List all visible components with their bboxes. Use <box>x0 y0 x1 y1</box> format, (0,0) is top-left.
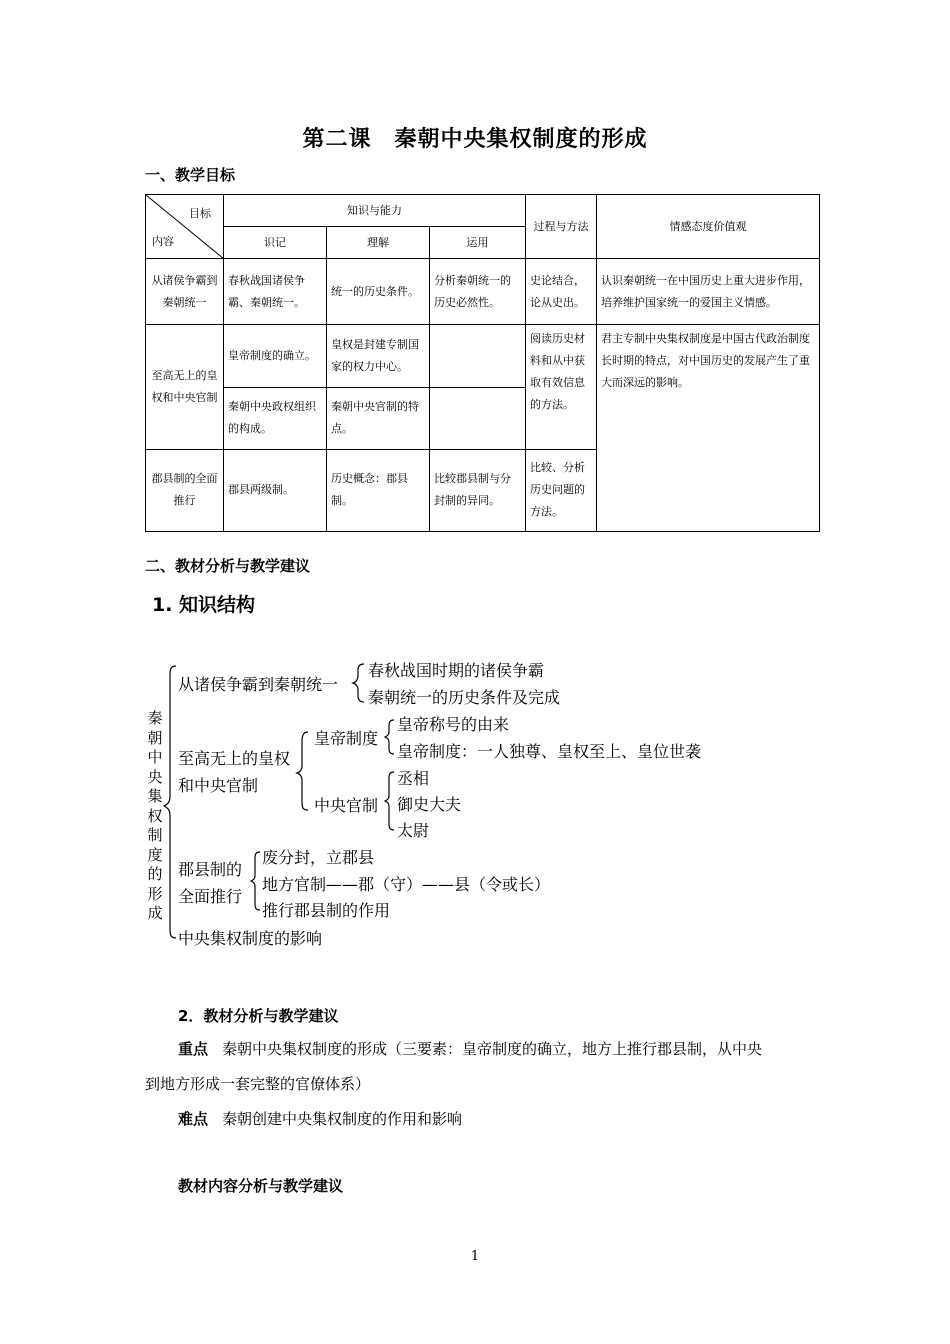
cell-memory: 秦朝中央政权组织的构成。 <box>224 387 327 449</box>
section-heading-objectives: 一、教学目标 <box>145 166 236 184</box>
header-memory: 识记 <box>224 227 327 259</box>
row-content: 郡县制的全面推行 <box>146 449 224 531</box>
tree-branch-1: 从诸侯争霸到秦朝统一 <box>178 675 339 694</box>
cell-understand: 历史概念：郡县制。 <box>327 449 430 531</box>
cell-process: 比较、分析历史问题的方法。 <box>526 449 597 531</box>
tree-leaf: 皇帝制度：一人独尊、皇权至上、皇位世袭 <box>397 742 702 761</box>
page-number: 1 <box>470 1249 480 1264</box>
section-heading-analysis: 二、教材分析与教学建议 <box>145 557 311 575</box>
tree-branch-2-line1: 至高无上的皇权 <box>178 749 291 768</box>
cell-understand: 统一的历史条件。 <box>327 259 430 325</box>
header-understand: 理解 <box>327 227 430 259</box>
tree-leaf: 地方官制——郡（守）——县（令或长） <box>262 875 551 894</box>
header-emotion: 情感态度价值观 <box>597 195 820 259</box>
difficulty-line <box>178 1108 462 1129</box>
tree-branch-3-line1: 郡县制的 <box>178 860 243 879</box>
tree-leaf: 太尉 <box>397 821 430 840</box>
key-point-line2: 到地方形成一套完整的官僚体系） <box>145 1075 371 1093</box>
header-content: 内容 <box>152 235 174 248</box>
tree-leaf: 秦朝统一的历史条件及完成 <box>368 688 561 707</box>
header-knowledge: 知识与能力 <box>224 195 526 227</box>
cell-understand: 秦朝中央官制的特点。 <box>327 387 430 449</box>
key-point-line1 <box>178 1038 762 1059</box>
header-process: 过程与方法 <box>526 195 597 259</box>
subsection-heading: 2．教材分析与教学建议 <box>178 1007 339 1025</box>
row-content: 从诸侯争霸到秦朝统一 <box>146 259 224 325</box>
cell-apply: 分析秦朝统一的历史必然性。 <box>430 259 526 325</box>
cell-apply: 比较郡县制与分封制的异同。 <box>430 449 526 531</box>
cell-memory: 春秋战国诸侯争霸、秦朝统一。 <box>224 259 327 325</box>
cell-memory: 郡县两级制。 <box>224 449 327 531</box>
tree-leaf: 废分封，立郡县 <box>262 848 375 867</box>
tree-branch-3-line2: 全面推行 <box>178 887 243 906</box>
tree-node-central-officials: 中央官制 <box>314 796 379 815</box>
cell-emotion: 认识秦朝统一在中国历史上重大进步作用，培养维护国家统一的爱国主义情感。 <box>597 259 820 325</box>
content-analysis-heading: 教材内容分析与教学建议 <box>178 1177 344 1195</box>
difficulty-text: 秦朝创建中央集权制度的作用和影响 <box>222 1110 463 1128</box>
key-point-text: 秦朝中央集权制度的形成（三要素：皇帝制度的确立，地方上推行郡县制，从中央 <box>222 1040 763 1058</box>
tree-node-emperor-system: 皇帝制度 <box>314 729 379 748</box>
cell-memory: 皇帝制度的确立。 <box>224 325 327 387</box>
tree-leaf: 推行郡县制的作用 <box>262 901 391 920</box>
cell-process: 阅读历史材料和从中获取有效信息的方法。 <box>526 325 597 449</box>
difficulty-label: 难点 <box>178 1110 209 1128</box>
cell-emotion: 君主专制中央集权制度是中国古代政治制度长时期的特点，对中国历史的发展产生了重大而深远的影响。 <box>597 325 820 532</box>
page-title: 第二课 秦朝中央集权制度的形成 <box>302 127 648 152</box>
tree-leaf: 御史大夫 <box>397 795 462 814</box>
tree-leaf: 皇帝称号的由来 <box>397 715 510 734</box>
row-content: 至高无上的皇权和中央官制 <box>146 325 224 449</box>
header-apply: 运用 <box>430 227 526 259</box>
tree-root: 秦朝中央集权制度的形成 <box>147 709 163 922</box>
header-goal: 目标 <box>189 207 211 220</box>
cell-process: 史论结合，论从史出。 <box>526 259 597 325</box>
knowledge-structure-heading: 1. 知识结构 <box>152 594 256 616</box>
tree-branch-4: 中央集权制度的影响 <box>178 929 323 948</box>
tree-branch-2-line2: 和中央官制 <box>178 776 259 795</box>
key-point-label: 重点 <box>178 1040 209 1058</box>
tree-leaf: 春秋战国时期的诸侯争霸 <box>368 661 545 680</box>
cell-understand: 皇权是封建专制国家的权力中心。 <box>327 325 430 387</box>
tree-leaf: 丞相 <box>397 769 430 788</box>
